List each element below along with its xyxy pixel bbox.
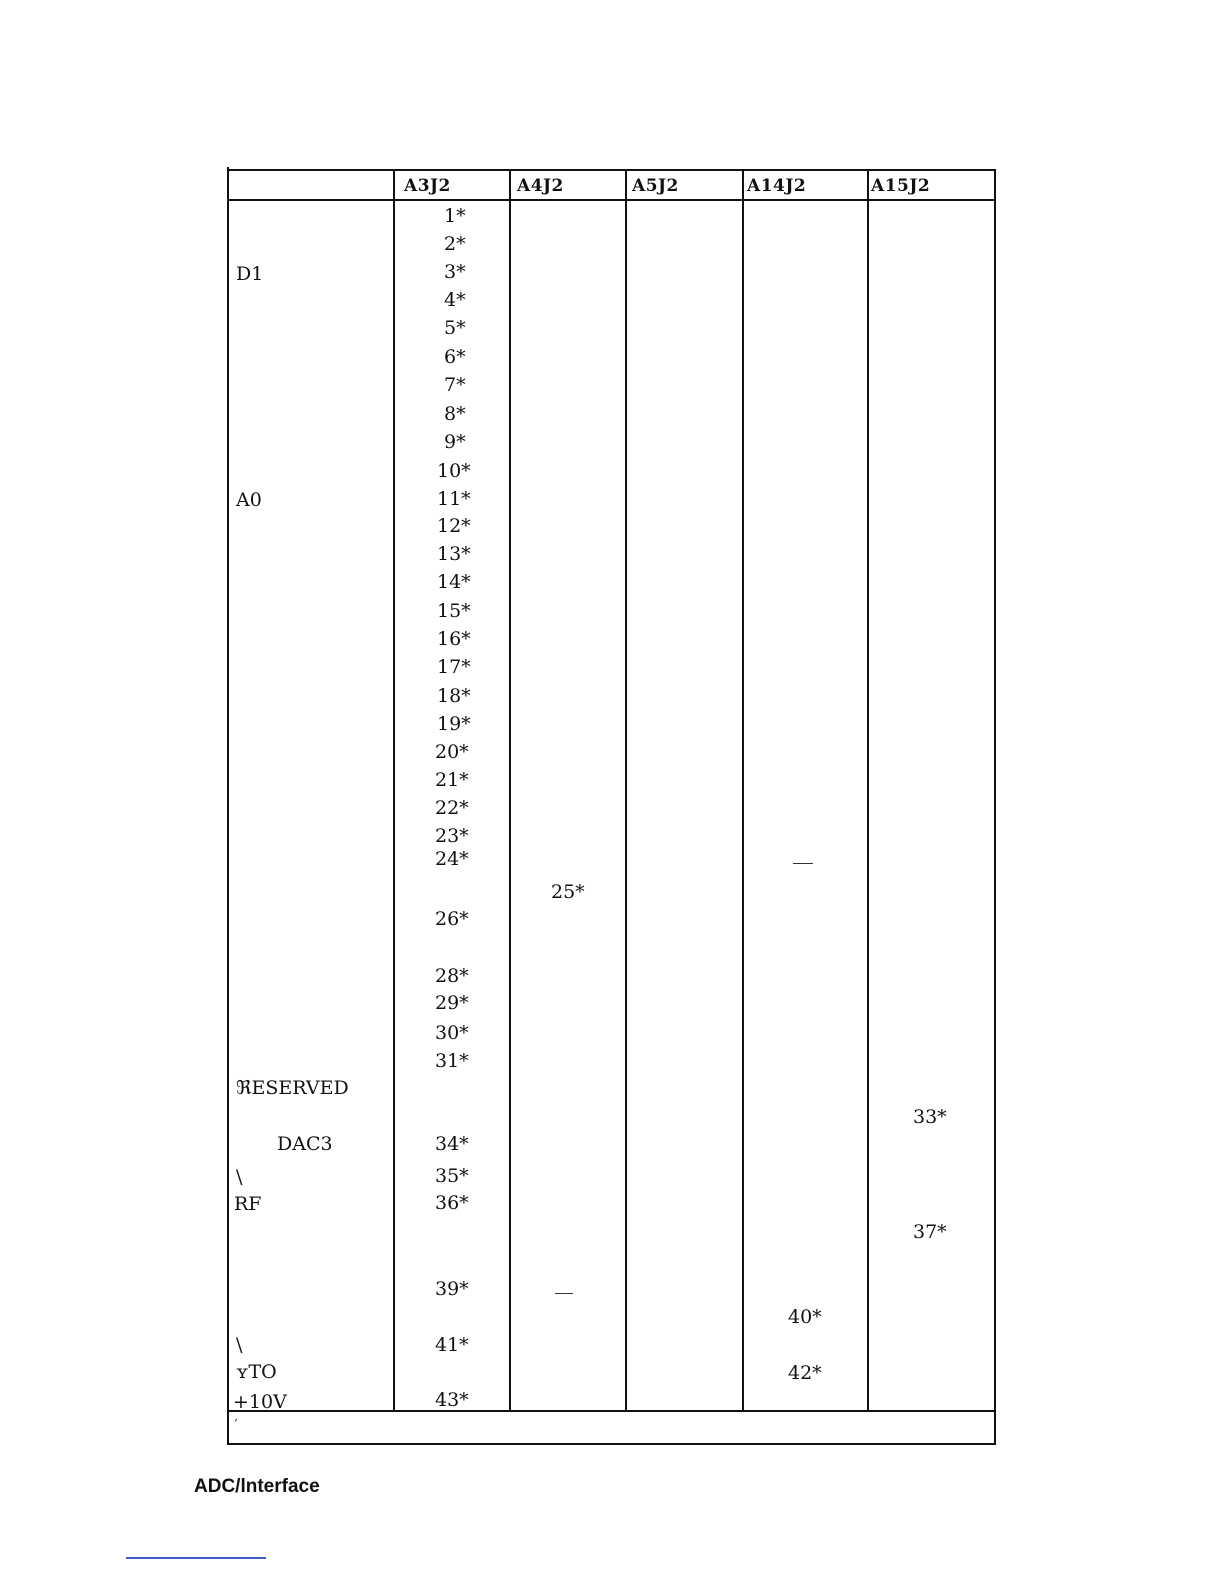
signal-rf: RF <box>234 1193 262 1215</box>
pin-11: 11* <box>437 488 471 510</box>
pin-43: 43* <box>435 1389 469 1411</box>
signal-yto: ʏTO <box>236 1361 277 1383</box>
pin-31: 31* <box>435 1050 469 1072</box>
signal-reserved: ℜESERVED <box>236 1077 349 1099</box>
pin-6: 6* <box>444 346 466 368</box>
pin-12: 12* <box>437 515 471 537</box>
pin-25: 25* <box>551 881 585 903</box>
header-a4j2: A4J2 <box>517 176 564 196</box>
column-divider-a14j2 <box>742 171 744 1411</box>
pin-2: 2* <box>444 233 466 255</box>
footnote-mark: ‘ <box>234 1417 238 1430</box>
column-divider-a4j2 <box>509 171 511 1411</box>
header-bottom-border <box>229 199 996 201</box>
pin-3: 3* <box>444 261 466 283</box>
bottom-link-underline <box>126 1557 266 1559</box>
pin-5: 5* <box>444 317 466 339</box>
pin-9: 9* <box>444 431 466 453</box>
table-left-border <box>227 167 229 1445</box>
pin-28: 28* <box>435 965 469 987</box>
signal-dac3: DAC3 <box>277 1133 333 1155</box>
pin-1: 1* <box>444 205 466 227</box>
table-right-border <box>994 169 996 1445</box>
pin-39: 39* <box>435 1278 469 1300</box>
signal-a0: A0 <box>236 489 262 511</box>
header-a14j2: A14J2 <box>747 176 807 196</box>
pin-35: 35* <box>435 1165 469 1187</box>
pin-16: 16* <box>437 628 471 650</box>
pin-19: 19* <box>437 713 471 735</box>
column-divider-a3j2 <box>393 171 395 1411</box>
signal-d1: D1 <box>236 263 264 285</box>
signal-row-35: \ <box>236 1166 243 1188</box>
column-divider-a15j2 <box>867 171 869 1411</box>
signal-row-41: \ <box>236 1334 243 1356</box>
footer-label: ADC/lnterface <box>194 1476 320 1497</box>
pin-7: 7* <box>444 374 466 396</box>
header-a3j2: A3J2 <box>404 176 451 196</box>
pin-20: 20* <box>435 741 469 763</box>
pin-17: 17* <box>437 656 471 678</box>
pin-13: 13* <box>437 543 471 565</box>
dash-mark-a4j2 <box>555 1293 573 1294</box>
signal-plus10v: +10V <box>233 1391 287 1413</box>
table-top-border <box>229 169 996 171</box>
pin-15: 15* <box>437 600 471 622</box>
pin-37: 37* <box>913 1221 947 1243</box>
pin-26: 26* <box>435 908 469 930</box>
column-divider-a5j2 <box>625 171 627 1411</box>
pin-18: 18* <box>437 685 471 707</box>
pin-34: 34* <box>435 1133 469 1155</box>
pin-33: 33* <box>913 1106 947 1128</box>
pin-40: 40* <box>788 1306 822 1328</box>
pin-10: 10* <box>437 460 471 482</box>
pin-29: 29* <box>435 992 469 1014</box>
pin-14: 14* <box>437 571 471 593</box>
header-a5j2: A5J2 <box>632 176 679 196</box>
pin-42: 42* <box>788 1362 822 1384</box>
header-a15j2: A15J2 <box>871 176 931 196</box>
pin-36: 36* <box>435 1192 469 1214</box>
pin-23: 23* <box>435 825 469 847</box>
pin-8: 8* <box>444 403 466 425</box>
pin-41: 41* <box>435 1334 469 1356</box>
table-bottom-border <box>229 1443 996 1445</box>
table-body-bottom-border <box>229 1410 996 1412</box>
pin-22: 22* <box>435 797 469 819</box>
dash-mark-a14j2 <box>793 863 813 864</box>
pin-21: 21* <box>435 769 469 791</box>
pin-30: 30* <box>435 1022 469 1044</box>
pin-4: 4* <box>444 289 466 311</box>
pin-24: 24* <box>435 848 469 870</box>
